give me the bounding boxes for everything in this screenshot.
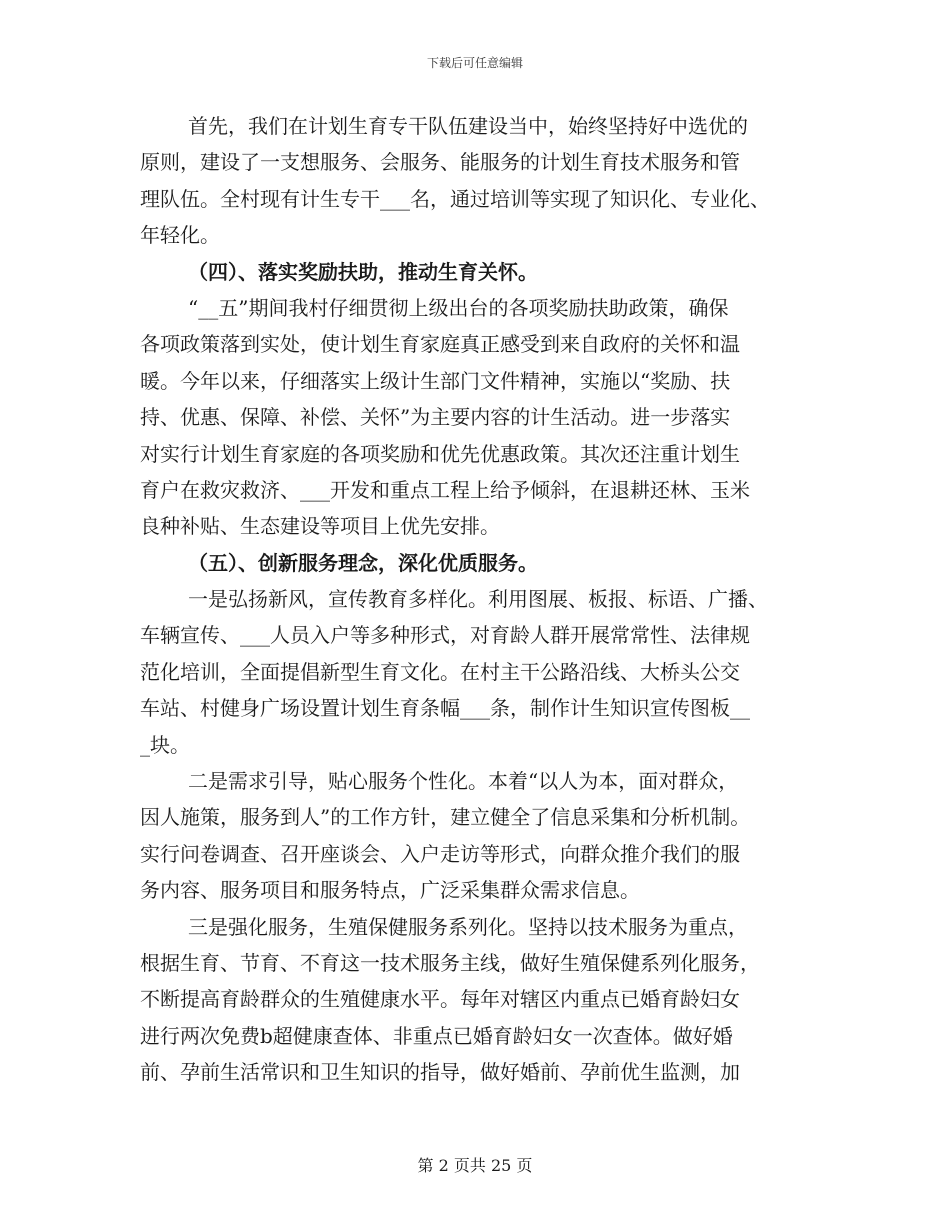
paragraph-line: 因人施策，服务到人”的工作方针，建立健全了信息采集和分析机制。 xyxy=(140,805,751,830)
paragraph-line: 前、孕前生活常识和卫生知识的指导，做好婚前、孕前优生监测，加 xyxy=(140,1060,740,1085)
paragraph-line: 根据生育、节育、不育这一技术服务主线，做好生殖保健系列化服务， xyxy=(140,950,760,975)
paragraph-line: 进行两次免费b超健康查体、非重点已婚育龄妇女一次查体。做好婚 xyxy=(140,1023,733,1048)
page-number: 第 2 页共 25 页 xyxy=(417,1156,533,1175)
paragraph-line: 理队伍。全村现有计生专干___名，通过培训等实现了知识化、专业化、 xyxy=(140,186,770,211)
paragraph-line: 育户在救灾救济、___开发和重点工程上给予倾斜，在退耕还林、玉米 xyxy=(140,477,750,502)
paragraph-line: 不断提高育龄群众的生殖健康水平。每年对辖区内重点已婚育龄妇女 xyxy=(140,987,740,1012)
paragraph-line: 对实行计划生育家庭的各项奖励和优先优惠政策。其次还注重计划生 xyxy=(140,441,740,466)
paragraph-line: 持、优惠、保障、补偿、关怀”为主要内容的计生活动。进一步落实 xyxy=(140,405,731,430)
paragraph-line: 良种补贴、生态建设等项目上优先安排。 xyxy=(140,514,500,539)
paragraph-line: 首先，我们在计划生育专干队伍建设当中，始终坚持好中选优的 xyxy=(188,114,748,138)
paragraph-line: 车辆宣传、___人员入户等多种形式，对育龄人群开展常常性、法律规 xyxy=(140,623,750,648)
paragraph-line: 各项政策落到实处，使计划生育家庭真正感受到来自政府的关怀和温 xyxy=(140,332,740,357)
paragraph-line: “__五”期间我村仔细贯彻上级出台的各项奖励扶助政策，确保 xyxy=(188,295,729,320)
paragraph-line: 车站、村健身广场设置计划生育条幅___条，制作计生知识宣传图板__ xyxy=(140,696,750,721)
paragraph-line: 三是强化服务，生殖保健服务系列化。坚持以技术服务为重点， xyxy=(188,914,748,939)
paragraph-line: 暖。今年以来，仔细落实上级计生部门文件精神，实施以“奖励、扶 xyxy=(140,368,731,393)
paragraph-line: 务内容、服务项目和服务特点，广泛采集群众需求信息。 xyxy=(140,878,640,903)
paragraph-line: 实行问卷调查、召开座谈会、入户走访等形式，向群众推介我们的服 xyxy=(140,841,740,866)
document-body xyxy=(140,108,812,1091)
section-heading: （四）、落实奖励扶助，推动生育关怀。 xyxy=(188,259,538,284)
page-header: 下载后可任意编辑 xyxy=(426,56,523,70)
section-heading: （五）、创新服务理念，深化优质服务。 xyxy=(188,550,538,575)
paragraph-line: 年轻化。 xyxy=(140,223,220,248)
paragraph-line: 原则，建设了一支想服务、会服务、能服务的计划生育技术服务和管 xyxy=(140,150,740,175)
paragraph-line: 范化培训，全面提倡新型生育文化。在村主干公路沿线、大桥头公交 xyxy=(140,659,740,684)
paragraph-line: 二是需求引导，贴心服务个性化。本着“以人为本，面对群众， xyxy=(188,769,739,794)
paragraph-line: _块。 xyxy=(140,732,190,757)
paragraph-line: 一是弘扬新风，宣传教育多样化。利用图展、板报、标语、广播、 xyxy=(188,587,768,612)
